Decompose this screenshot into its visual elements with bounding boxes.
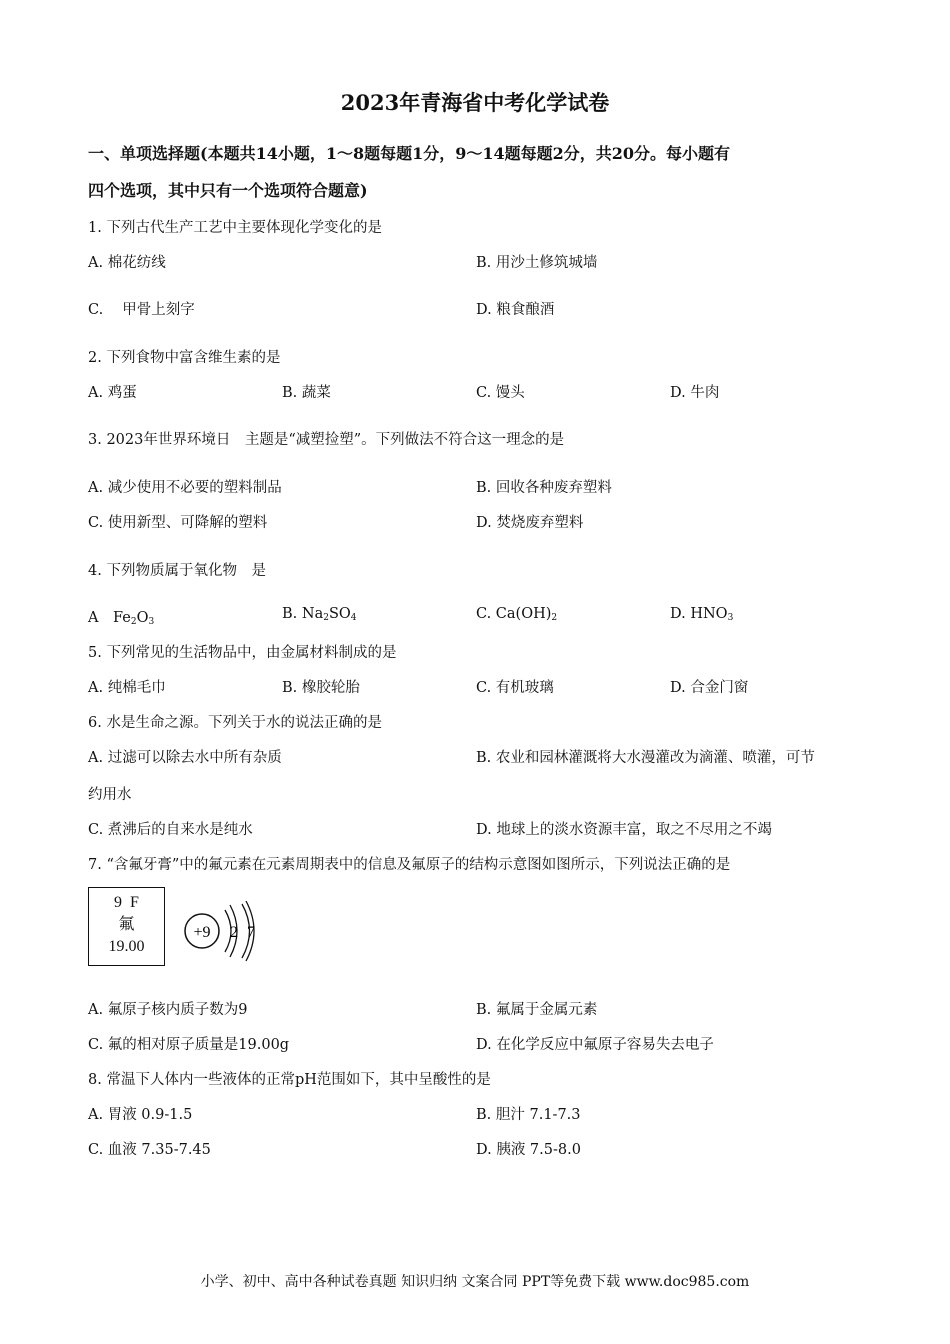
q8-option-d: D. 胰液 7.5-8.0	[476, 1142, 581, 1158]
question-8-stem: 8. 常温下人体内一些液体的正常pH范围如下，其中呈酸性的是	[88, 1072, 491, 1088]
q2-option-c: C. 馒头	[476, 385, 525, 401]
atomic-number: 9	[114, 894, 123, 911]
page-footer: 小学、初中、高中各种试卷真题 知识归纳 文案合同 PPT等免费下载 www.doc985.com	[200, 1274, 750, 1290]
section-heading-line1: 一、单项选择题(本题共14小题，1～8题每题1分，9～14题每题2分，共20分。每小题有	[88, 144, 731, 163]
element-symbol: F	[130, 894, 139, 911]
q8-option-c: C. 血液 7.35-7.45	[88, 1142, 211, 1158]
q8-option-b: B. 胆汁 7.1-7.3	[476, 1107, 581, 1123]
q7-option-d: D. 在化学反应中氟原子容易失去电子	[476, 1037, 714, 1053]
q6-option-b: B. 农业和园林灌溉将大水漫灌改为滴灌、喷灌，可节	[476, 750, 815, 766]
q5-option-b: B. 橡胶轮胎	[282, 680, 360, 696]
question-5-stem: 5. 下列常见的生活物品中，由金属材料制成的是	[88, 645, 397, 661]
q4-option-a: A $Fe_2O_3$	[88, 610, 155, 627]
section-heading-line2: 四个选项，其中只有一个选项符合题意)	[88, 181, 368, 200]
question-3-stem: 3. 2023年世界环境日 主题是“减塑捡塑”。下列做法不符合这一理念的是	[88, 432, 565, 448]
question-4-stem: 4. 下列物质属于氧化物 是	[88, 563, 266, 579]
q5-option-d: D. 合金门窗	[670, 680, 749, 696]
q1-option-d: D. 粮食酿酒	[476, 302, 555, 318]
q3-option-b: B. 回收各种废弃塑料	[476, 480, 612, 496]
shell2-electrons: 7	[247, 924, 255, 941]
q8-option-a: A. 胃液 0.9-1.5	[88, 1107, 193, 1123]
element-name: 氟	[118, 916, 135, 933]
q4-option-d: D. $HNO_3$	[670, 606, 734, 623]
atomic-mass: 19.00	[108, 938, 145, 955]
q6-option-c: C. 煮沸后的自来水是纯水	[88, 822, 253, 838]
q3-option-c: C. 使用新型、可降解的塑料	[88, 515, 268, 531]
q4-option-b: B. $Na_2SO_4$	[282, 606, 357, 623]
atom-structure-diagram	[182, 898, 262, 966]
question-6-stem: 6. 水是生命之源。下列关于水的说法正确的是	[88, 715, 382, 731]
q1-option-b: B. 用沙土修筑城墙	[476, 255, 598, 271]
periodic-table-cell	[88, 887, 165, 966]
q7-option-a: A. 氟原子核内质子数为9	[88, 1002, 248, 1018]
page-title: 2023年青海省中考化学试卷	[340, 90, 610, 115]
q4-option-c: C. $Ca(OH)_2$	[476, 606, 558, 623]
q5-option-a: A. 纯棉毛巾	[88, 680, 166, 696]
q5-option-c: C. 有机玻璃	[476, 680, 554, 696]
q6-option-a: A. 过滤可以除去水中所有杂质	[88, 750, 282, 766]
q7-option-c: C. 氟的相对原子质量是19.00g	[88, 1037, 290, 1053]
q1-option-a: A. 棉花纺线	[88, 255, 166, 271]
nucleus-charge: +9	[193, 924, 211, 941]
question-2-stem: 2. 下列食物中富含维生素的是	[88, 350, 281, 366]
question-1-stem: 1. 下列古代生产工艺中主要体现化学变化的是	[88, 220, 382, 236]
q6-option-b-continued: 约用水	[88, 787, 132, 803]
q3-option-a: A. 减少使用不必要的塑料制品	[88, 480, 282, 496]
q6-option-d: D. 地球上的淡水资源丰富，取之不尽用之不竭	[476, 822, 772, 838]
q2-option-b: B. 蔬菜	[282, 385, 331, 401]
q7-option-b: B. 氟属于金属元素	[476, 1002, 598, 1018]
q3-option-d: D. 焚烧废弃塑料	[476, 515, 584, 531]
shell1-electrons: 2	[230, 924, 238, 941]
question-7-stem: 7. “含氟牙膏”中的氟元素在元素周期表中的信息及氟原子的结构示意图如图所示，下列说法正确的是	[88, 857, 731, 873]
q2-option-a: A. 鸡蛋	[88, 385, 137, 401]
q1-option-c: C. 甲骨上刻字	[88, 302, 195, 318]
q2-option-d: D. 牛肉	[670, 385, 720, 401]
